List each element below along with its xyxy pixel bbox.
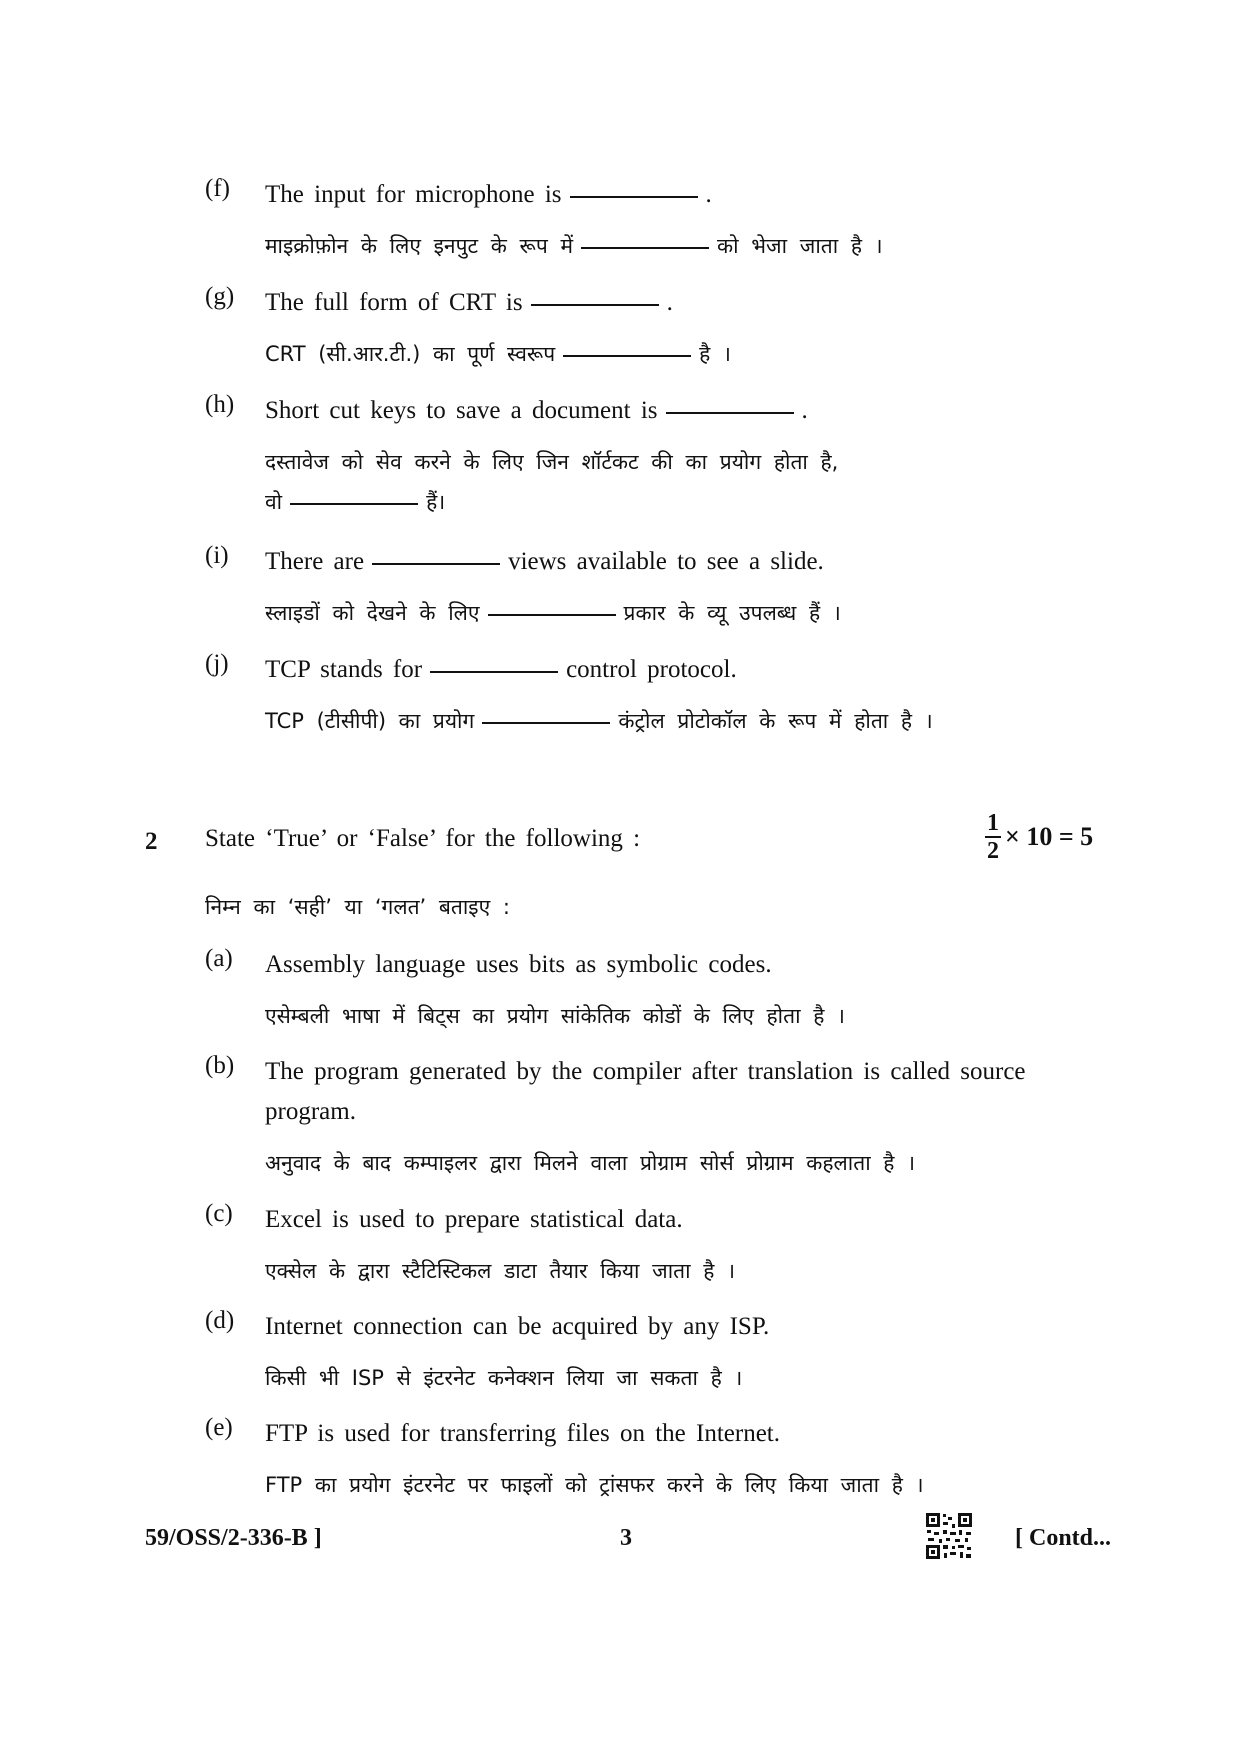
answer-blank: [482, 721, 610, 724]
item-english: Assembly language uses bits as symbolic codes.: [265, 951, 772, 978]
answer-blank: [430, 670, 558, 673]
item-hindi-line2: वो हैं।: [265, 490, 446, 514]
answer-blank: [581, 246, 709, 249]
item-hindi: CRT (सी.आर.टी.) का पूर्ण स्वरूप है ।: [265, 342, 731, 366]
answer-blank: [372, 562, 500, 565]
item-label: (j): [205, 650, 229, 677]
question-text-hindi: निम्न का ‘सही’ या ‘गलत’ बताइए :: [205, 895, 510, 919]
answer-blank: [290, 502, 418, 505]
item-english: The input for microphone is .: [265, 181, 712, 208]
item-label: (f): [205, 175, 230, 202]
item-label: (g): [205, 283, 235, 310]
item-hindi: माइक्रोफ़ोन के लिए इनपुट के रूप में को भेजा जाता है ।: [265, 234, 883, 258]
item-hindi: एसेम्बली भाषा में बिट्स का प्रयोग सांकेतिक कोडों के लिए होता है ।: [265, 1004, 845, 1028]
item-hindi: एक्सेल के द्वारा स्टैटिस्टिकल डाटा तैयार किया जाता है ।: [265, 1259, 736, 1283]
item-english: The full form of CRT is .: [265, 289, 673, 316]
item-english: TCP stands for control protocol.: [265, 656, 737, 683]
item-label: (c): [205, 1200, 233, 1227]
item-label: (a): [205, 945, 233, 972]
item-label: (h): [205, 391, 235, 418]
page-number: 3: [620, 1525, 632, 1551]
answer-blank: [531, 303, 659, 306]
item-english: The program generated by the compiler after translation is called source program.: [265, 1058, 1026, 1125]
item-hindi: FTP का प्रयोग इंटरनेट पर फाइलों को ट्रांसफर करने के लिए किया जाता है ।: [265, 1473, 924, 1497]
marks-allocation: $\frac{1}{2}$ × 10 = 5: [987, 810, 1094, 864]
qr-code-icon: [925, 1512, 973, 1560]
item-english: FTP is used for transferring files on the Internet.: [265, 1420, 780, 1447]
item-english: Internet connection can be acquired by any ISP.: [265, 1313, 770, 1340]
answer-blank: [666, 411, 794, 414]
paper-code: 59/OSS/2-336-B ]: [145, 1525, 322, 1551]
marks-fraction: $\frac{1}{2}$: [987, 810, 999, 864]
item-english: Short cut keys to save a document is .: [265, 397, 808, 424]
item-hindi: स्लाइडों को देखने के लिए प्रकार के व्यू उपलब्ध हैं ।: [265, 601, 841, 625]
answer-blank: [488, 613, 616, 616]
answer-blank: [563, 354, 691, 357]
item-hindi: किसी भी ISP से इंटरनेट कनेक्शन लिया जा सकता है ।: [265, 1366, 743, 1390]
item-hindi-line1: दस्तावेज को सेव करने के लिए जिन शॉर्टकट की का प्रयोग होता है,: [265, 450, 839, 474]
question-number: 2: [145, 828, 158, 855]
item-label: (b): [205, 1052, 235, 1079]
item-label: (i): [205, 542, 229, 569]
answer-blank: [570, 195, 698, 198]
item-english: Excel is used to prepare statistical data.: [265, 1206, 683, 1233]
continued-label: [ Contd...: [1015, 1525, 1112, 1551]
item-english: There are views available to see a slide.: [265, 548, 824, 575]
item-hindi: TCP (टीसीपी) का प्रयोग कंट्रोल प्रोटोकॉल के रूप में होता है ।: [265, 709, 933, 733]
item-label: (d): [205, 1307, 235, 1334]
question-text: State ‘True’ or ‘False’ for the following :: [205, 825, 641, 852]
item-hindi: अनुवाद के बाद कम्पाइलर द्वारा मिलने वाला प्रोग्राम सोर्स प्रोग्राम कहलाता है ।: [265, 1151, 916, 1175]
item-label: (e): [205, 1414, 233, 1441]
